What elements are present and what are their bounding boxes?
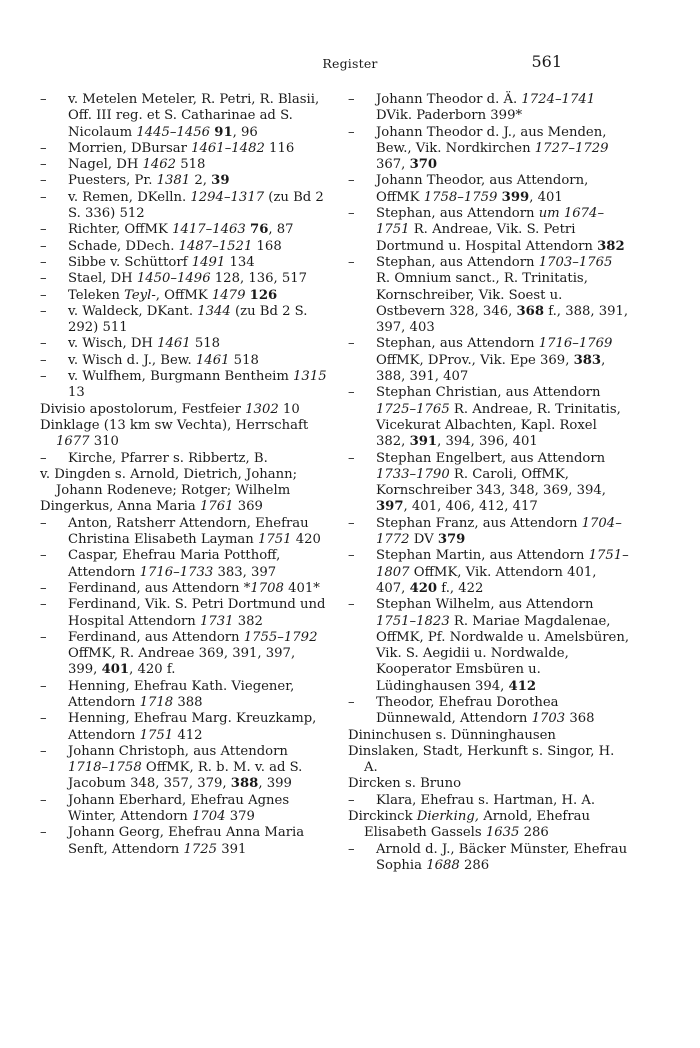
- entry-date: Teyl-: [124, 287, 156, 303]
- entry-date: 1294–1317: [190, 189, 265, 205]
- entry-dash: –: [40, 825, 47, 841]
- entry-text: R. Omnium sanct., R. Trinitatis, Kornschreiber, Vik. Soest u. Ostbevern 328, 346,: [376, 271, 588, 319]
- index-subentry: [348, 597, 630, 695]
- entry-text: Stephan Engelbert, aus Attendorn: [376, 450, 606, 466]
- entry-dash: –: [40, 303, 47, 319]
- entry-dash: –: [348, 694, 355, 710]
- entry-main-page: 39: [211, 173, 230, 189]
- entry-main-page: 76: [250, 222, 269, 238]
- entry-date: 1703–1765: [538, 254, 613, 270]
- entry-text: , 401: [529, 189, 563, 205]
- entry-dash: –: [348, 92, 355, 107]
- index-subentry: [348, 173, 630, 206]
- entry-main-page: 126: [249, 287, 278, 303]
- entry-date: 1462: [142, 157, 177, 173]
- entry-date: 1751: [257, 532, 292, 548]
- entry-text: v. Dingden s. Arnold, Dietrich, Johann; Johann Rodeneve; Rotger; Wilhelm: [40, 466, 298, 499]
- entry-text: (zu Bd 2 S. 292) 511: [68, 303, 308, 336]
- entry-main-page: 399: [501, 189, 530, 205]
- entry-dash: –: [40, 369, 47, 385]
- entry-text: 168: [252, 238, 282, 254]
- entry-dash: –: [40, 173, 47, 189]
- entry-date: 1461: [157, 336, 191, 352]
- entry-dash: –: [40, 580, 47, 596]
- entry-text: 286: [459, 857, 490, 873]
- entry-text: Theodor, Ehefrau Dorothea Dünnewald, Attendorn: [376, 694, 559, 727]
- entry-text: Johann Theodor, aus Attendorn, OffMK: [376, 173, 589, 205]
- entry-text: Stephan, aus Attendorn: [376, 336, 539, 352]
- entry-date: 1479: [211, 287, 246, 303]
- entry-text: OffMK, DProv., Vik. Epe 369,: [376, 352, 574, 368]
- entry-dash: –: [40, 92, 47, 107]
- entry-dash: –: [40, 254, 47, 270]
- index-subentry: [40, 336, 328, 352]
- entry-text: Richter, OffMK: [68, 222, 173, 238]
- entry-text: 369: [233, 499, 263, 515]
- entry-date: 1381: [156, 173, 191, 189]
- entry-dash: –: [40, 157, 47, 173]
- entry-dash: –: [348, 548, 355, 564]
- index-subentry: [40, 581, 328, 597]
- index-entry: [348, 728, 630, 744]
- entry-text: 401*: [283, 580, 320, 596]
- entry-text: (zu Bd 2 S. 336) 512: [68, 189, 324, 222]
- index-subentry: [40, 516, 328, 549]
- entry-text: f., 422: [437, 580, 484, 596]
- entry-text: Dinklage (13 km sw Vechta), Herrschaft: [40, 417, 309, 433]
- entry-text: Henning, Ehefrau Marg. Kreuzkamp, Attendorn: [68, 711, 317, 743]
- entry-date: 1704–1772: [376, 515, 622, 548]
- entry-text: Ferdinand, aus Attendorn: [68, 580, 244, 596]
- index-subentry: [40, 711, 328, 744]
- index-subentry: [40, 679, 328, 712]
- entry-date: 1315: [293, 369, 327, 385]
- index-subentry: [40, 239, 328, 255]
- entry-text: Anton, Ratsherr Attendorn, Ehefrau Christina Elisabeth Layman: [68, 515, 309, 548]
- entry-dash: –: [348, 173, 355, 189]
- index-subentry: [40, 825, 328, 858]
- entry-dash: –: [348, 792, 355, 808]
- entry-text: DVik. Paderborn 399*: [376, 108, 523, 124]
- index-subentry: [348, 336, 630, 385]
- entry-date: 1731: [200, 613, 234, 629]
- entry-date: 1751–1807: [376, 548, 629, 580]
- entry-date: 1751–1823: [376, 613, 450, 629]
- entry-dash: –: [348, 336, 355, 352]
- entry-date: 1725: [183, 841, 218, 857]
- entry-date: 1718: [139, 694, 174, 710]
- index-subentry: [40, 548, 328, 581]
- index-entry: [40, 467, 328, 500]
- entry-text: , 399: [258, 776, 292, 792]
- entry-date: 1491: [191, 254, 226, 270]
- entry-text: , 87: [268, 222, 294, 238]
- index-subentry: [40, 271, 328, 287]
- index-subentry: [40, 222, 328, 238]
- entry-date: 1727–1729: [534, 140, 609, 156]
- running-title: Register: [322, 56, 378, 71]
- right-column: [348, 92, 630, 874]
- entry-dash: –: [40, 238, 47, 254]
- entry-date: 1725–1765: [376, 401, 450, 417]
- entry-text: Arnold d. J., Bäcker Münster, Ehefrau Sophia: [376, 841, 628, 873]
- entry-text: Nagel, DH: [68, 157, 143, 173]
- index-entry: [348, 744, 630, 777]
- entry-text: 368: [565, 711, 595, 727]
- entry-text: Kirche, Pfarrer s. Ribbertz, B.: [68, 450, 268, 466]
- index-subentry: [40, 744, 328, 793]
- entry-dash: –: [40, 336, 47, 352]
- index-subentry: [348, 206, 630, 255]
- entry-text: R. Andreae, R. Trinitatis, Vicekurat Albachten, Kapl. Roxel 382,: [376, 401, 621, 450]
- entry-text: Johann Christoph, aus Attendorn: [68, 743, 288, 759]
- entry-dash: –: [40, 189, 47, 205]
- entry-text: 518: [176, 157, 206, 173]
- entry-date: 1761: [199, 499, 234, 515]
- entry-text: Dininchusen s. Dünninghausen: [348, 727, 556, 743]
- entry-main-page: 388: [230, 776, 259, 792]
- entry-date: 1758–1759: [423, 189, 498, 205]
- index-subentry: [40, 304, 328, 337]
- entry-text: 518: [190, 336, 221, 352]
- entry-date: 1703: [531, 711, 566, 727]
- index-subentry: [40, 255, 328, 271]
- entry-main-page: 420: [409, 580, 438, 596]
- entry-main-page: 379: [437, 532, 466, 548]
- entry-text: Dirckinck: [348, 809, 417, 825]
- entry-text: , 420 f.: [129, 662, 176, 678]
- index-subentry: [348, 255, 630, 336]
- entry-date: 1487–1521: [178, 238, 253, 254]
- entry-text: , 401, 406, 412, 417: [403, 499, 538, 515]
- entry-dash: –: [348, 385, 355, 401]
- entry-text: Morrien, DBursar: [68, 140, 192, 156]
- entry-dash: –: [40, 548, 47, 564]
- index-subentry: [40, 451, 328, 467]
- entry-date: 1445–1456: [136, 124, 211, 140]
- page-number: 561: [531, 52, 562, 71]
- index-subentry: [40, 173, 328, 189]
- index-subentry: [348, 385, 630, 450]
- entry-text: 134: [225, 254, 255, 270]
- entry-date: 1755–1792: [243, 629, 318, 645]
- entry-text: Johann Eberhard, Ehefrau Agnes Winter, Attendorn: [68, 792, 290, 825]
- entry-text: 13: [68, 385, 85, 401]
- entry-text: Schade, DDech.: [68, 238, 179, 254]
- entry-main-page: 91: [214, 124, 233, 140]
- entry-text: Teleken: [68, 287, 125, 303]
- entry-text: Stephan, aus Attendorn: [376, 254, 539, 270]
- entry-text: 391: [217, 841, 247, 857]
- entry-text: 518: [229, 352, 259, 368]
- index-subentry: [40, 157, 328, 173]
- entry-text: Sibbe v. Schüttorf: [68, 254, 192, 270]
- entry-main-page: 401: [101, 662, 130, 678]
- entry-text: 420: [291, 532, 321, 548]
- entry-text: Stael, DH: [68, 271, 137, 287]
- index-subentry: [348, 92, 630, 125]
- index-subentry: [348, 548, 630, 597]
- entry-dash: –: [40, 515, 47, 531]
- entry-text: v. Wisch d. J., Bew.: [68, 352, 196, 368]
- entry-text: Meteler: [141, 92, 193, 107]
- entry-text: Klara, Ehefrau s. Hartman, H. A.: [376, 792, 596, 808]
- entry-date: 1344: [197, 303, 231, 319]
- entry-date: 1718–1758: [68, 760, 142, 776]
- entry-text: 10: [278, 401, 300, 417]
- entry-dash: –: [40, 287, 47, 303]
- entry-text: Arnold, Ehefrau Elisabeth Gassels: [364, 809, 590, 841]
- entry-date: 1751: [139, 727, 174, 743]
- entry-text: v. Waldeck, DKant.: [68, 303, 198, 319]
- entry-text: Johann Theodor d. J., aus Menden, Bew., Vik. Nordkirchen: [376, 124, 607, 156]
- entry-text: , 388, 391, 407: [376, 352, 606, 385]
- index-subentry: [348, 842, 630, 875]
- entry-dash: –: [40, 711, 47, 727]
- index-entry: [40, 499, 328, 515]
- index-subentry: [40, 288, 328, 304]
- running-header: [0, 50, 700, 80]
- entry-date: 1302: [245, 401, 279, 417]
- entry-date: 1688: [426, 857, 460, 873]
- index-entry: [348, 809, 630, 842]
- index-subentry: [348, 516, 630, 549]
- entry-text: DV: [409, 532, 438, 548]
- entry-text: Puesters, Pr.: [68, 173, 157, 189]
- index-subentry: [348, 793, 630, 809]
- entry-date: 1677: [56, 434, 90, 450]
- entry-text: v. Remen, DKelln.: [68, 189, 191, 205]
- index-subentry: [348, 125, 630, 174]
- entry-text: Stephan, aus Attendorn: [376, 206, 539, 222]
- entry-text: 379: [225, 809, 255, 825]
- entry-dash: –: [348, 841, 355, 857]
- index-subentry: [40, 92, 328, 141]
- index-subentry: [348, 695, 630, 728]
- entry-dash: –: [40, 678, 47, 694]
- entry-text: 116: [264, 140, 295, 156]
- entry-text: OffMK, R. b. M. v. ad S. Jacobum 348, 357, 379,: [68, 760, 303, 792]
- entry-date: 1724–1741: [521, 92, 596, 107]
- entry-text: 128, 136, 517: [210, 271, 308, 287]
- entry-date: 1704: [191, 809, 226, 825]
- entry-dash: –: [40, 597, 47, 613]
- entry-dash: –: [40, 629, 47, 645]
- entry-text: , R. Petri, R. Blasii, Off. III reg. et S. Catharinae ad S. Nicolaum: [68, 92, 320, 140]
- entry-text: , 394, 396, 401: [437, 434, 538, 450]
- entry-text: Caspar, Ehefrau Maria Potthoff, Attendorn: [68, 548, 281, 580]
- entry-dash: –: [348, 597, 355, 613]
- entry-text: f., 388, 391, 397, 403: [376, 303, 629, 336]
- entry-dash: –: [40, 450, 47, 466]
- entry-text: Stephan Wilhelm, aus Attendorn: [376, 597, 594, 613]
- index-entry: [40, 418, 328, 451]
- index-subentry: [40, 630, 328, 679]
- entry-text: , 96: [232, 124, 258, 140]
- entry-text: Dingerkus, Anna Maria: [40, 499, 200, 515]
- entry-dash: –: [348, 206, 355, 222]
- index-subentry: [40, 793, 328, 826]
- entry-date: 1450–1496: [136, 271, 211, 287]
- entry-main-page: 382: [597, 238, 625, 254]
- entry-date: 1417–1463: [172, 222, 246, 238]
- index-entry: [348, 776, 630, 792]
- entry-date: 1461: [195, 352, 230, 368]
- entry-text: R. Mariae Magdalenae, OffMK, Pf. Nordwalde u. Amelsbüren, Vik. S. Aegidii u. Nordwalde, Kooperator Emsbüren u. Lüdinghausen 394,: [376, 613, 630, 694]
- entry-dash: –: [348, 254, 355, 270]
- entry-dash: –: [40, 792, 47, 808]
- entry-text: Dircken s. Bruno: [348, 776, 462, 792]
- entry-text: Henning, Ehefrau Kath. Viegener, Attendorn: [68, 678, 295, 710]
- entry-main-page: 397: [376, 499, 404, 515]
- entry-dash: –: [40, 140, 47, 156]
- index-entry: [40, 402, 328, 418]
- left-column: [40, 92, 328, 858]
- entry-date: *1708: [243, 580, 284, 596]
- entry-text: v. Wulfhem, Burgmann Bentheim: [68, 369, 294, 385]
- entry-date: 1716–1769: [538, 336, 613, 352]
- index-subentry: [40, 190, 328, 223]
- entry-text: Stephan Christian, aus Attendorn: [376, 385, 601, 401]
- entry-text: R. Caroli, OffMK, Kornschreiber 343, 348, 369, 394,: [376, 466, 606, 499]
- index-subentry: [348, 451, 630, 516]
- entry-dash: –: [40, 271, 47, 287]
- entry-dash: –: [348, 450, 355, 466]
- entry-text: 388: [173, 694, 203, 710]
- entry-date: um 1674–1751: [376, 206, 605, 238]
- entry-text: Stephan Franz, aus Attendorn: [376, 515, 582, 531]
- entry-text: Stephan Martin, aus Attendorn: [376, 548, 589, 564]
- entry-date: 1733–1790: [376, 466, 450, 482]
- entry-main-page: 412: [508, 678, 537, 694]
- entry-text: OffMK, R. Andreae 369, 391, 397, 399,: [68, 646, 296, 678]
- entry-date: Dierking,: [416, 809, 480, 825]
- entry-main-page: 368: [516, 303, 545, 319]
- entry-text: Divisio apostolorum, Festfeier: [40, 401, 246, 417]
- entry-text: Ferdinand, aus Attendorn: [68, 629, 244, 645]
- entry-dash: –: [40, 222, 47, 238]
- entry-text: 367,: [376, 157, 410, 173]
- index-subentry: [40, 353, 328, 369]
- entry-date: 1635: [485, 825, 520, 841]
- entry-dash: –: [40, 352, 47, 368]
- entry-text: Ferdinand, Vik. S. Petri Dortmund und Hospital Attendorn: [68, 597, 326, 629]
- entry-text: OffMK, Vik. Attendorn 401, 407,: [376, 564, 597, 596]
- entry-main-page: 370: [409, 157, 438, 173]
- entry-text: , OffMK: [155, 287, 212, 303]
- entry-date: 1716–1733: [139, 564, 214, 580]
- entry-text: R. Andreae, Vik. S. Petri Dortmund u. Hospital Attendorn: [376, 222, 598, 254]
- entry-main-page: 383: [573, 352, 602, 368]
- index-subentry: [40, 597, 328, 630]
- entry-dash: –: [348, 124, 355, 140]
- entry-text: v. Metelen: [68, 92, 142, 107]
- entry-text: 2,: [190, 173, 212, 189]
- entry-text: 412: [173, 727, 203, 743]
- entry-dash: –: [40, 743, 47, 759]
- entry-text: v. Wisch, DH: [68, 336, 158, 352]
- entry-text: 310: [89, 434, 119, 450]
- entry-main-page: 391: [409, 434, 438, 450]
- entry-text: Johann Georg, Ehefrau Anna Maria Senft, Attendorn: [68, 825, 305, 857]
- index-subentry: [40, 141, 328, 157]
- entry-text: 382: [233, 613, 263, 629]
- entry-date: 1461–1482: [191, 140, 265, 156]
- entry-text: 383, 397: [213, 564, 277, 580]
- entry-text: Dinslaken, Stadt, Herkunft s. Singor, H. A.: [348, 743, 615, 776]
- index-subentry: [40, 369, 328, 402]
- entry-text: Johann Theodor d. Ä.: [376, 92, 522, 107]
- entry-dash: –: [348, 515, 355, 531]
- entry-text: 286: [519, 825, 549, 841]
